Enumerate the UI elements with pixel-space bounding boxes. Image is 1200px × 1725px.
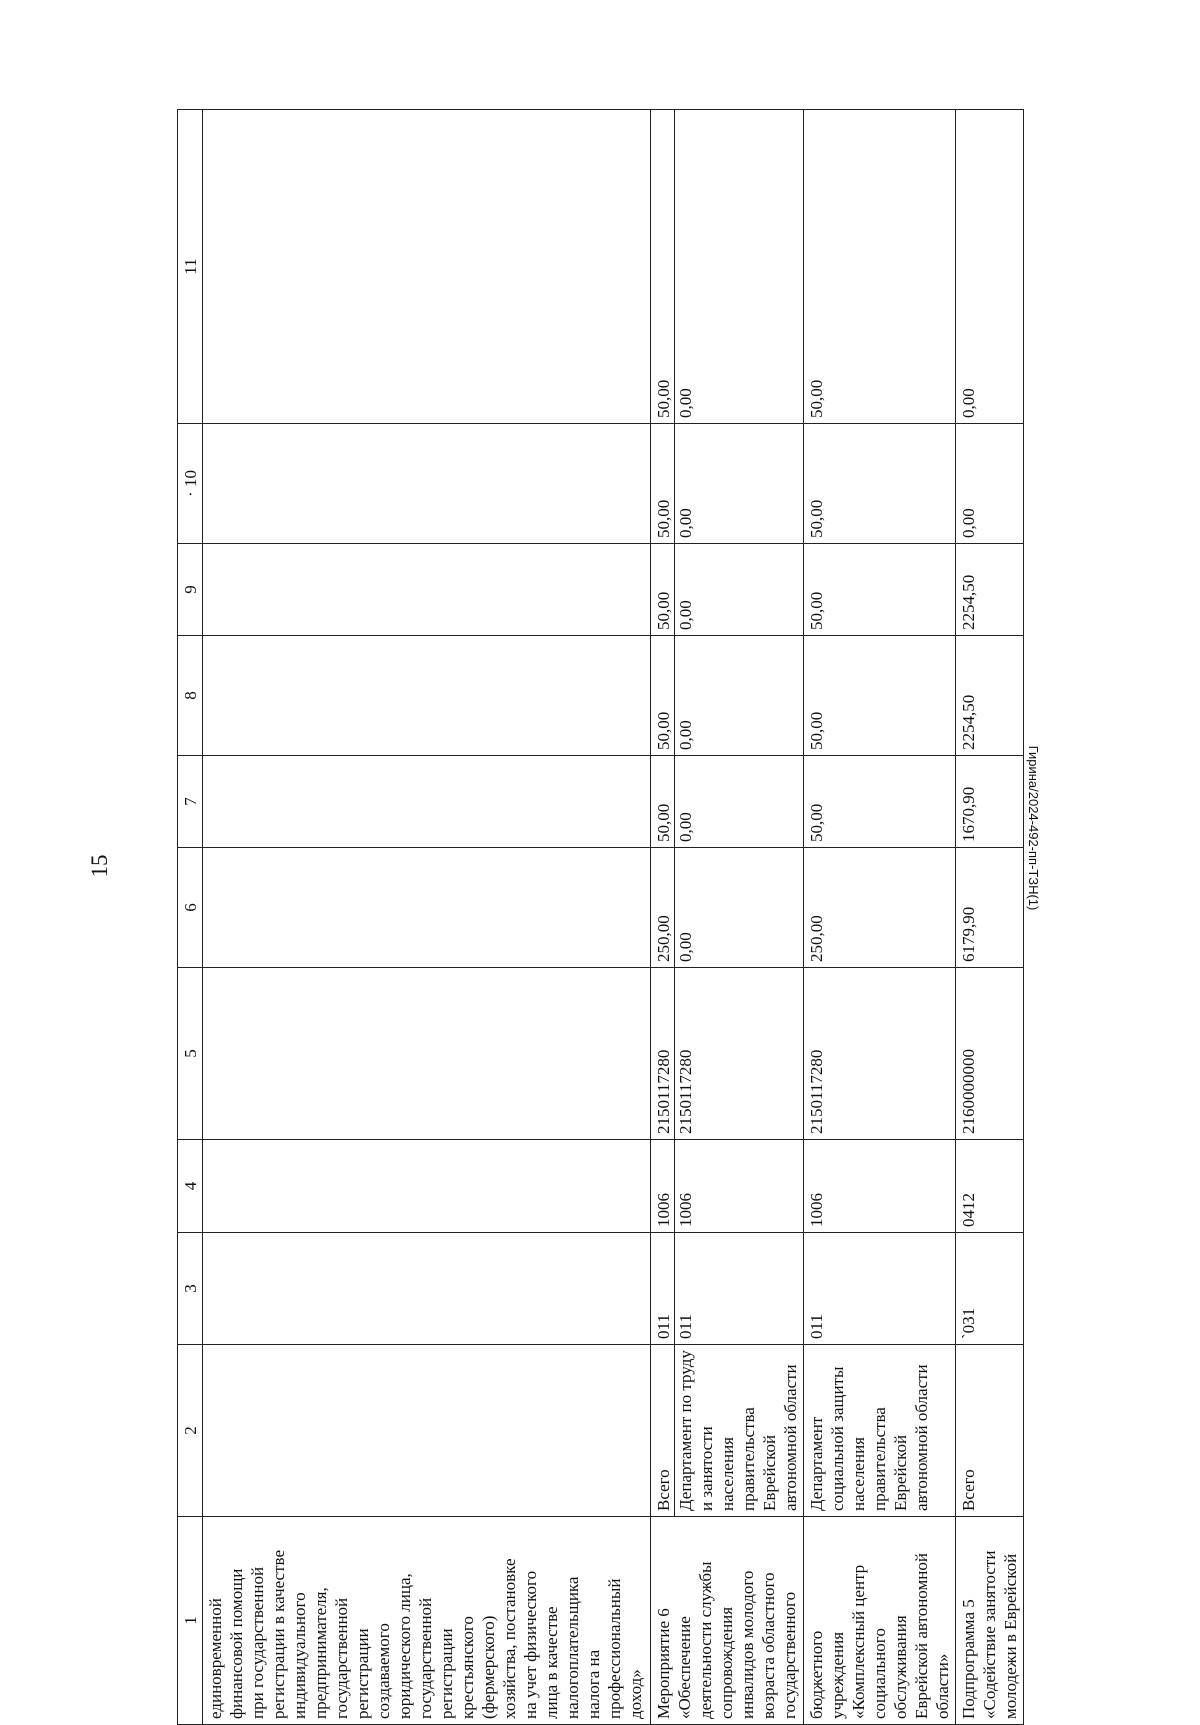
header-col-2: 2 bbox=[178, 1345, 203, 1517]
row4-col5: 2160000000 bbox=[956, 968, 1024, 1140]
page-number: 15 bbox=[87, 854, 112, 878]
row4-col10: 0,00 bbox=[956, 424, 1024, 544]
row3-col10: 50,00 bbox=[804, 424, 956, 544]
row2-col8: 50,00 0,00 bbox=[651, 636, 804, 756]
row1-col7 bbox=[203, 756, 651, 848]
table-row bbox=[956, 110, 1024, 1725]
table-row bbox=[651, 110, 804, 1725]
row4-col4: 0412 bbox=[956, 1140, 1024, 1233]
header-col-8: 8 bbox=[178, 636, 203, 756]
row4-col11: 0,00 bbox=[956, 110, 1024, 424]
header-col-6: 6 bbox=[178, 848, 203, 968]
header-row bbox=[178, 110, 203, 1725]
row3-col11: 50,00 bbox=[804, 110, 956, 424]
row2-total-label: Всего bbox=[653, 1345, 675, 1516]
row2-col11: 50,00 0,00 bbox=[651, 110, 804, 424]
row1-col8 bbox=[203, 636, 651, 756]
header-col-7: 7 bbox=[178, 756, 203, 848]
row2-col6: 250,00 0,00 bbox=[651, 848, 804, 968]
row4-col3: `031 bbox=[956, 1233, 1024, 1345]
row4-col8: 2254,50 bbox=[956, 636, 1024, 756]
row1-col10 bbox=[203, 424, 651, 544]
row1-description: единовременной финансовой помощи при государственной регистрации в качестве индивидуального предпринимателя, государственной регистрации создаваемого юридического лица, государственной регистрации крестьянского (фермерского) хозяйства, постановке на учет физического лица в качестве налогоплательщика налога на профессиональный доход» bbox=[203, 1517, 651, 1725]
row4-executor: Всего bbox=[956, 1345, 1024, 1517]
row1-col9 bbox=[203, 544, 651, 636]
row3-col3: 011 bbox=[804, 1233, 956, 1345]
row4-col9: 2254,50 bbox=[956, 544, 1024, 636]
row1-col4 bbox=[203, 1140, 651, 1233]
rotated-table-container bbox=[177, 110, 1020, 1725]
row3-col7: 50,00 bbox=[804, 756, 956, 848]
row1-executor bbox=[203, 1345, 651, 1517]
row1-col5 bbox=[203, 968, 651, 1140]
header-col-10: · 10 bbox=[178, 424, 203, 544]
row2-col5: 2150117280 2150117280 bbox=[651, 968, 804, 1140]
row2-col4: 1006 1006 bbox=[651, 1140, 804, 1233]
row2-executor bbox=[651, 1345, 804, 1517]
row4-col7: 1670,90 bbox=[956, 756, 1024, 848]
row3-col5: 2150117280 bbox=[804, 968, 956, 1140]
row1-col6 bbox=[203, 848, 651, 968]
table-row bbox=[804, 110, 956, 1725]
budget-table bbox=[177, 109, 1024, 1725]
document-code: Гирина/2024-492-пп-ТЗН(1) bbox=[1026, 745, 1041, 911]
header-col-5: 5 bbox=[178, 968, 203, 1140]
row1-col11 bbox=[203, 110, 651, 424]
row2-col9: 50,00 0,00 bbox=[651, 544, 804, 636]
row1-col3 bbox=[203, 1233, 651, 1345]
row2-col10: 50,00 0,00 bbox=[651, 424, 804, 544]
row4-description: Подпрограмма 5 «Содействие занятости молодежи в Еврейской bbox=[956, 1517, 1024, 1725]
row2-description: Мероприятие 6 «Обеспечение деятельности службы сопровождения инвалидов молодого возраста областного государственного bbox=[651, 1517, 804, 1725]
header-col-9: 9 bbox=[178, 544, 203, 636]
row3-col8: 50,00 bbox=[804, 636, 956, 756]
row2-col3: 011 011 bbox=[651, 1233, 804, 1345]
row3-description: бюджетного учреждения «Комплексный центр социального обслуживания Еврейской автономной области» bbox=[804, 1517, 956, 1725]
header-col-3: 3 bbox=[178, 1233, 203, 1345]
row3-col9: 50,00 bbox=[804, 544, 956, 636]
row2-col7: 50,00 0,00 bbox=[651, 756, 804, 848]
header-col-11: 11 bbox=[178, 110, 203, 424]
row4-col6: 6179,90 bbox=[956, 848, 1024, 968]
row2-department: Департамент по труду и занятости населения правительства Еврейской автономной области bbox=[676, 1350, 800, 1511]
row3-executor: Департамент социальной защиты населения правительства Еврейской автономной области bbox=[804, 1345, 956, 1517]
header-col-1: 1 bbox=[178, 1517, 203, 1725]
table-row bbox=[203, 110, 651, 1725]
row3-col4: 1006 bbox=[804, 1140, 956, 1233]
header-col-4: 4 bbox=[178, 1140, 203, 1233]
row3-col6: 250,00 bbox=[804, 848, 956, 968]
